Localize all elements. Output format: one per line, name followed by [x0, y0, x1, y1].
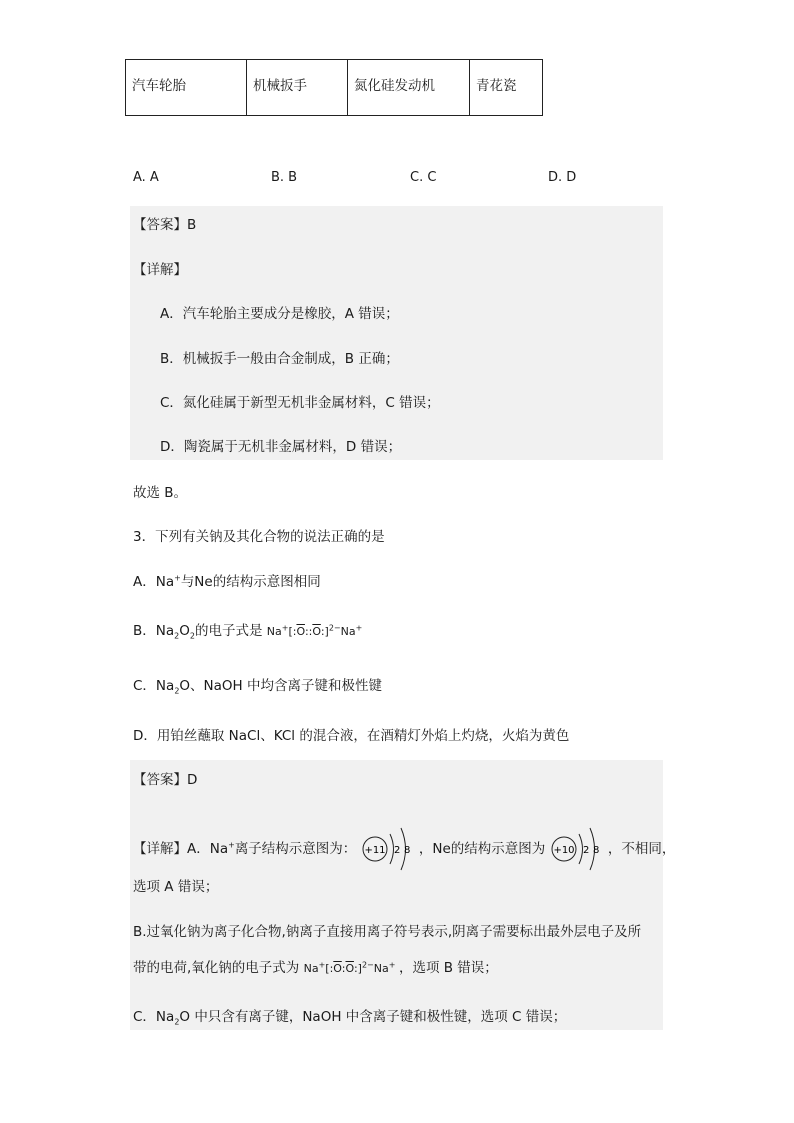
detail-q3-b1: B.过氧化钠为离子化合物,钠离子直接用离子符号表示,阴离子需要标出最外层电子及所	[133, 924, 642, 940]
svg-text:2: 2	[393, 845, 400, 856]
table-cell: 青花瓷	[470, 60, 543, 116]
option-b: B．$Na_2O_2$的电子式是 $Na^+[:\overline{O}::\overline{O}:]^{2-}Na^+$	[133, 623, 363, 641]
detail-heading-q2: 【详解】	[133, 262, 187, 278]
detail-line: C．氮化硅属于新型无机非金属材料，C 错误；	[160, 395, 440, 411]
table-cell: 汽车轮胎	[126, 60, 247, 116]
svg-text:8: 8	[403, 845, 410, 856]
detail-q3-c: C．$Na_2O$ 中只含有离子键，NaOH 中含离子键和极性键，选项 C 错误；	[133, 1009, 567, 1027]
svg-text:2: 2	[582, 845, 589, 856]
materials-table	[125, 59, 543, 116]
choice-d: D. D	[548, 170, 577, 185]
answer-q2: 【答案】B	[133, 217, 197, 233]
option-a: A．Na+与Ne的结构示意图相同	[133, 573, 321, 590]
svg-text:8: 8	[592, 845, 599, 856]
ne-atom-diagram	[550, 822, 604, 876]
detail-line: D．陶瓷属于无机非金属材料，D 错误；	[160, 439, 402, 455]
conclusion-q2: 故选 B。	[133, 485, 188, 501]
answer-block-q2	[130, 206, 663, 460]
choice-a: A. A	[133, 170, 159, 185]
table-cell: 氮化硅发动机	[348, 60, 470, 116]
table-row	[126, 60, 543, 116]
choice-b: B. B	[271, 170, 298, 185]
question-3-stem: 3．下列有关钠及其化合物的说法正确的是	[133, 529, 385, 545]
detail-q3-a-cont: 选项 A 错误；	[133, 879, 219, 895]
electron-formula: $Na^+[:\overline{O}:\overline{O}:]^{2-}Na^+$	[303, 960, 396, 975]
option-d: D．用铂丝蘸取 NaCl、KCl 的混合液，在酒精灯外焰上灼烧，火焰为黄色	[133, 728, 570, 744]
detail-q3-b2: 带的电荷,氧化钠的电子式为 $Na^+[:\overline{O}:\overline{O}:]^{2-}Na^+$ ，选项 B 错误；	[133, 960, 498, 976]
option-c: C．$Na_2O$、NaOH 中均含离子键和极性键	[133, 678, 382, 696]
svg-text:+11: +11	[364, 845, 386, 856]
choice-row	[133, 170, 633, 188]
electron-formula: $Na^+[:\overline{O}::\overline{O}:]^{2-}Na^+$	[266, 623, 363, 638]
answer-block-q3	[130, 760, 663, 1030]
na-ion-diagram	[361, 822, 415, 876]
table-cell: 机械扳手	[247, 60, 348, 116]
detail-line: A．汽车轮胎主要成分是橡胶，A 错误；	[160, 306, 399, 322]
detail-q3-a: 【详解】A．Na+离子结构示意图为： +11 2 8 ，Ne的结构示意图为 +10 2 8 ，不相同，	[133, 822, 675, 862]
svg-text:+10: +10	[553, 845, 575, 856]
choice-c: C. C	[410, 170, 437, 185]
detail-line: B．机械扳手一般由合金制成，B 正确；	[160, 351, 399, 367]
answer-q3: 【答案】D	[133, 772, 198, 788]
